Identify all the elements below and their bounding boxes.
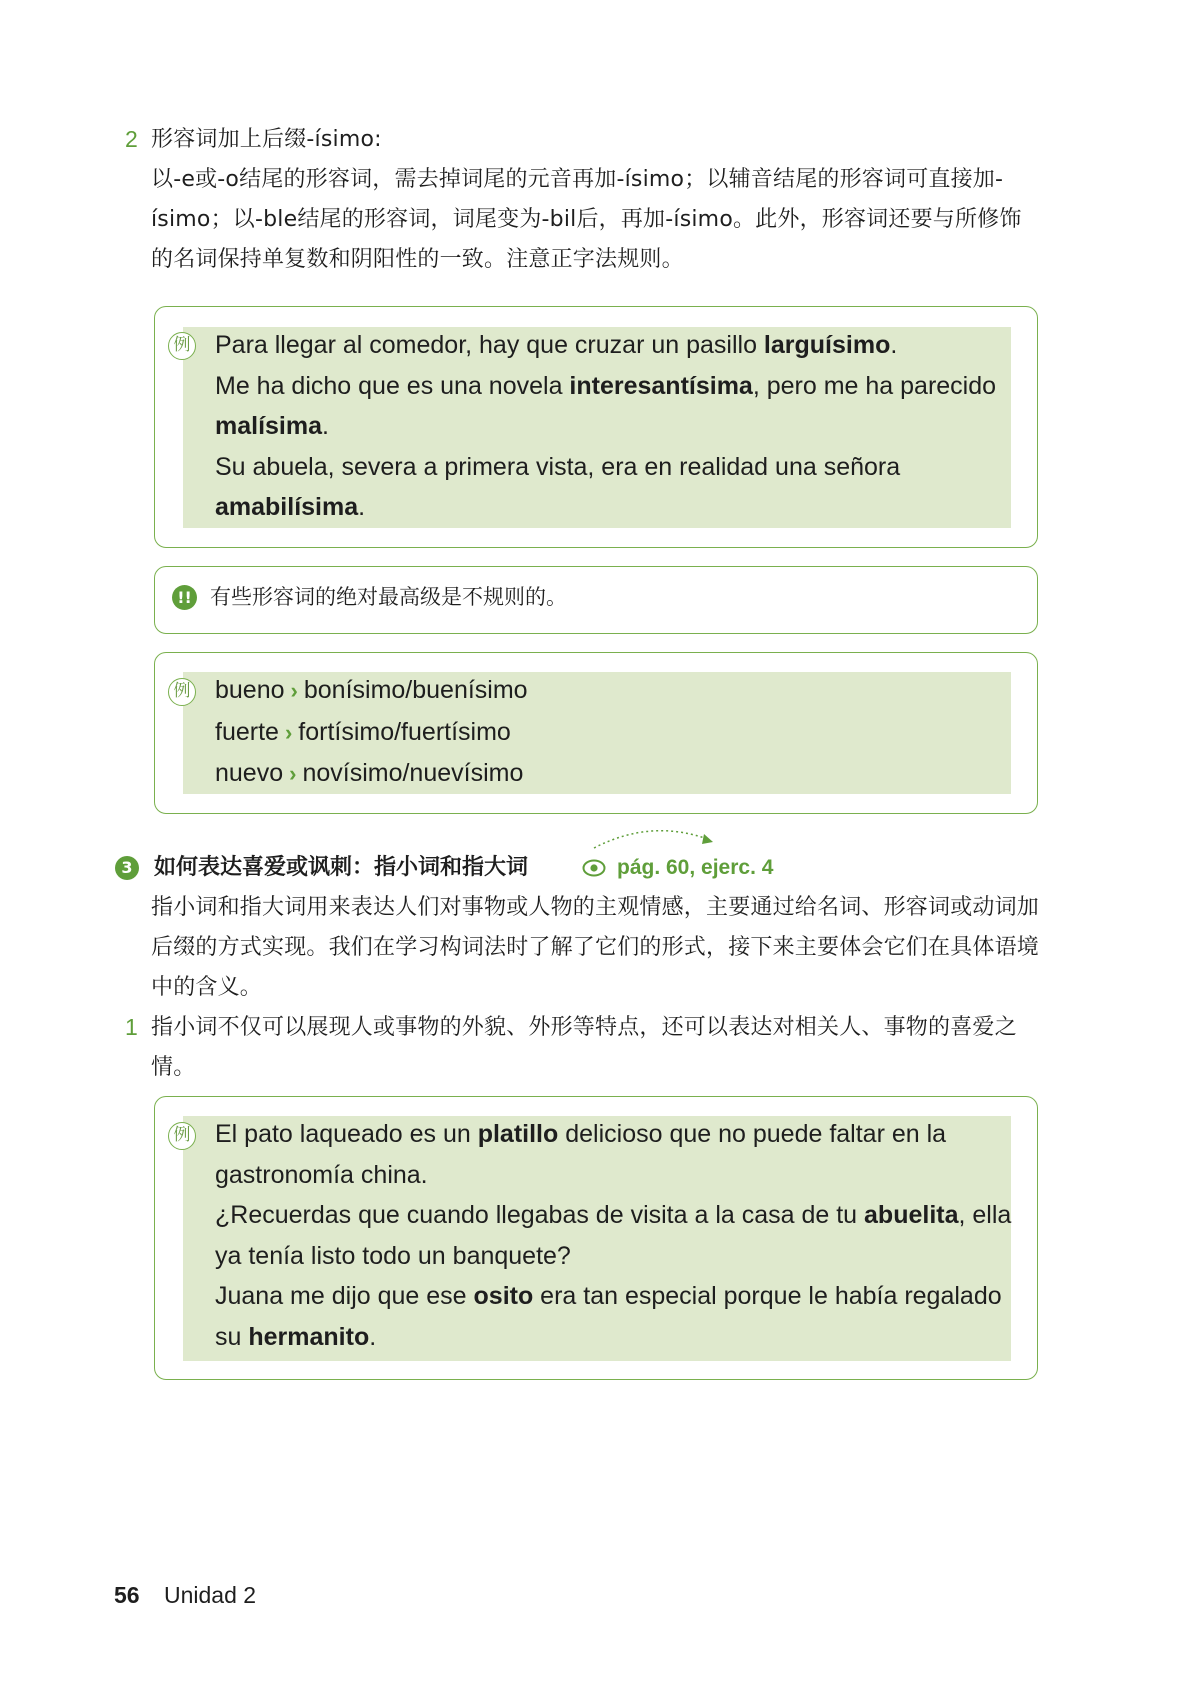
- section-title: 如何表达喜爱或讽刺：指小词和指大词: [154, 855, 529, 880]
- chevron-right-icon: ›: [289, 761, 297, 786]
- note-box: [154, 566, 1038, 634]
- dotted-arrow-icon: [592, 822, 722, 852]
- example-sentence: Su abuela, severa a primera vista, era en realidad una señora amabilísima.: [215, 452, 901, 521]
- subsection-body: 以-e或-o结尾的形容词，需去掉词尾的元音再加-ísimo；以辅音结尾的形容词可直接加-ísimo；以-ble结尾的形容词，词尾变为-bil后，再加-ísimo。此外，形容词还要与所修饰的名词保持单复数和阴阳性的一致。注意正字法规则。: [151, 167, 1022, 272]
- subsection-number: 2: [125, 126, 138, 152]
- example-sentence: Juana me dijo que ese osito era tan especial porque le había regalado su hermanito.: [215, 1282, 1002, 1351]
- example-box: [154, 652, 1038, 814]
- unit-label: Unidad 2: [164, 1582, 257, 1608]
- example-icon: 例: [168, 1122, 196, 1150]
- chevron-right-icon: ›: [284, 719, 293, 745]
- example-icon: 例: [168, 332, 196, 360]
- section-body: 指小词和指大词用来表达人们对事物或人物的主观情感，主要通过给名词、形容词或动词加后缀的方式实现。我们在学习构词法时了解了它们的形式，接下来主要体会它们在具体语境中的含义。: [151, 895, 1040, 1000]
- example-sentence: ¿Recuerdas que cuando llegabas de visita a la casa de tu abuelita, ella ya tenía listo todo un banquete?: [215, 1201, 1012, 1270]
- chevron-right-icon: ›: [290, 678, 298, 703]
- example-box: [154, 306, 1038, 548]
- eye-icon: [582, 859, 606, 877]
- irregular-list: [215, 670, 1015, 795]
- example-sentence: Para llegar al comedor, hay que cruzar un pasillo larguísimo.: [215, 331, 898, 359]
- page-number: 56: [114, 1582, 140, 1608]
- irregular-row: nuevo › novísimo/nuevísimo: [215, 759, 524, 787]
- example-sentence: El pato laqueado es un platillo delicioso que no puede faltar en la gastronomía china.: [215, 1120, 947, 1189]
- subsection-number: 1: [125, 1014, 138, 1040]
- note-text: 有些形容词的绝对最高级是不规则的。: [210, 585, 567, 609]
- example-sentence: Me ha dicho que es una novela interesantísima, pero me ha parecido malísima.: [215, 371, 997, 440]
- irregular-row: fuerte › fortísimo/fuertísimo: [215, 717, 511, 746]
- warning-icon: !!: [172, 585, 197, 610]
- subsection-title: 形容词加上后缀-ísimo:: [151, 127, 382, 152]
- section-number-badge: 3: [115, 856, 139, 880]
- subsection-body: 指小词不仅可以展现人或事物的外貌、外形等特点，还可以表达对相关人、事物的喜爱之情。: [151, 1015, 1017, 1080]
- example-icon: 例: [168, 678, 196, 706]
- irregular-row: bueno › bonísimo/buenísimo: [215, 676, 528, 704]
- exercise-reference-link[interactable]: pág. 60, ejerc. 4: [617, 856, 774, 879]
- example-sentences: [215, 325, 1015, 528]
- example-sentences: [215, 1114, 1015, 1357]
- example-box: [154, 1096, 1038, 1380]
